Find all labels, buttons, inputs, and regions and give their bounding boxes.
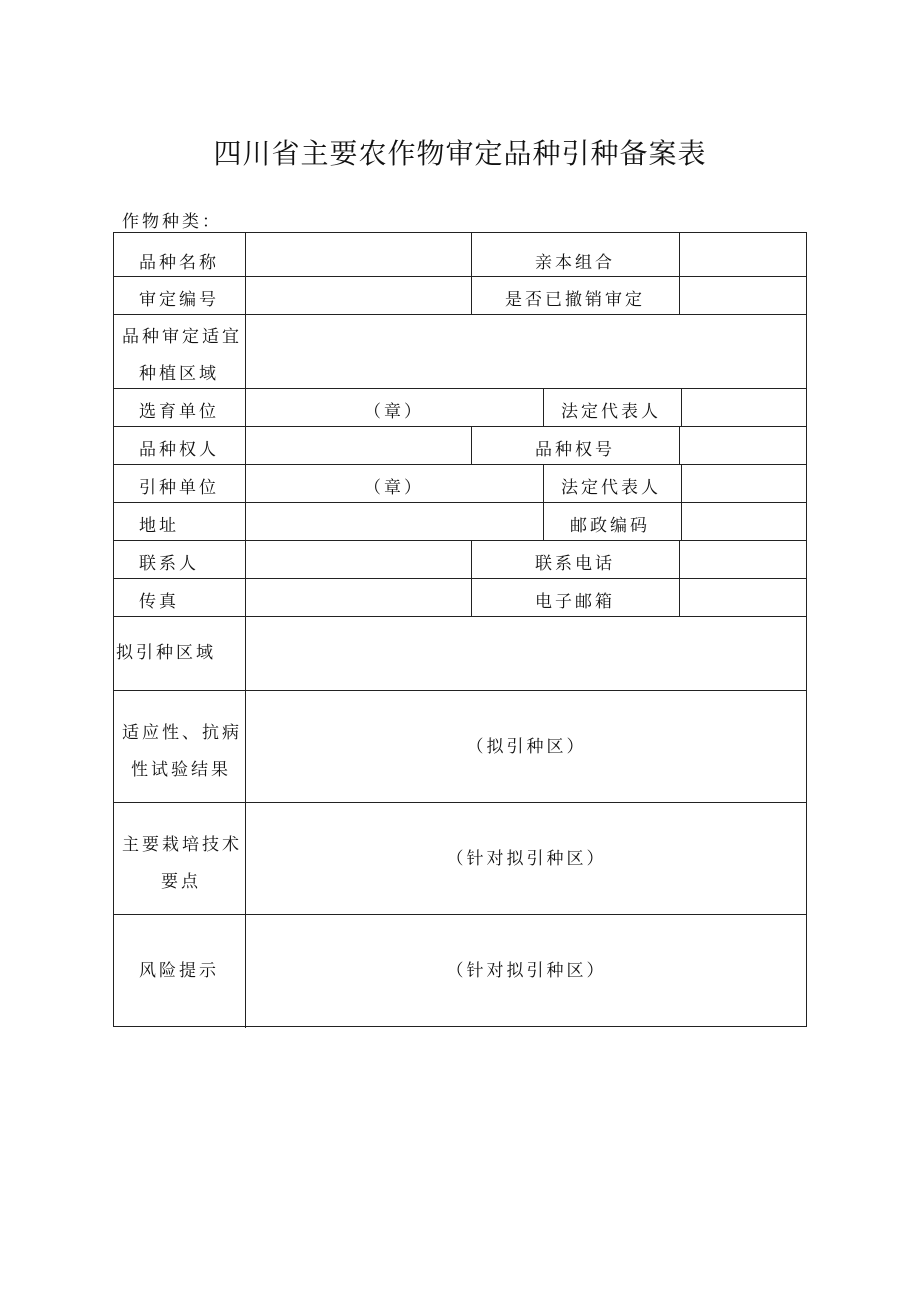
field-revoked[interactable] (680, 277, 806, 314)
label-introducing-unit: 引种单位 (139, 478, 219, 498)
label-fax: 传真 (139, 592, 179, 612)
page-title: 四川省主要农作物审定品种引种备案表 (213, 137, 707, 170)
field-approval-number[interactable] (246, 277, 470, 314)
field-parent-combination[interactable] (680, 234, 806, 276)
label-suitable-region-line1: 品种审定适宜 (122, 327, 242, 347)
label-risk: 风险提示 (139, 961, 219, 981)
field-postal-code[interactable] (682, 503, 806, 540)
label-rights-number: 品种权号 (535, 440, 615, 460)
field-email[interactable] (680, 579, 806, 616)
field-rights-holder[interactable] (246, 427, 470, 464)
label-approval-number: 审定编号 (139, 290, 219, 310)
label-phone: 联系电话 (535, 554, 615, 574)
label-legal-rep-2: 法定代表人 (561, 478, 661, 498)
seal-introducing-unit: （章） (364, 478, 424, 498)
field-legal-rep-2[interactable] (682, 465, 806, 502)
field-rights-number[interactable] (680, 427, 806, 464)
label-adaptability-line1: 适应性、抗病 (122, 723, 242, 743)
label-intended-region: 拟引种区域 (116, 643, 216, 663)
label-postal-code: 邮政编码 (570, 516, 650, 536)
label-cultivation-line1: 主要栽培技术 (122, 835, 242, 855)
label-email: 电子邮箱 (535, 592, 615, 612)
field-suitable-region[interactable] (246, 315, 806, 388)
label-breeding-unit: 选育单位 (139, 402, 219, 422)
field-intended-region[interactable] (246, 617, 806, 690)
field-variety-name[interactable] (246, 234, 470, 276)
label-suitable-region-line2: 种植区域 (139, 364, 219, 384)
label-rights-holder: 品种权人 (139, 440, 219, 460)
label-contact: 联系人 (139, 554, 199, 574)
label-parent-combination: 亲本组合 (535, 253, 615, 273)
note-cultivation: （针对拟引种区） (446, 849, 607, 869)
registration-form-table (113, 232, 807, 1027)
note-risk: （针对拟引种区） (446, 961, 607, 981)
label-revoked: 是否已撤销审定 (505, 290, 645, 310)
field-address[interactable] (246, 503, 542, 540)
seal-breeding-unit: （章） (364, 402, 424, 422)
field-fax[interactable] (246, 579, 470, 616)
label-cultivation-line2: 要点 (161, 872, 201, 892)
label-legal-rep-1: 法定代表人 (561, 402, 661, 422)
label-variety-name: 品种名称 (139, 253, 219, 273)
field-legal-rep-1[interactable] (682, 389, 806, 426)
label-adaptability-line2: 性试验结果 (131, 760, 231, 780)
field-contact[interactable] (246, 541, 470, 578)
field-phone[interactable] (680, 541, 806, 578)
note-adaptability: （拟引种区） (466, 737, 587, 757)
label-address: 地址 (139, 516, 179, 536)
crop-type-label: 作物种类： (122, 212, 222, 232)
